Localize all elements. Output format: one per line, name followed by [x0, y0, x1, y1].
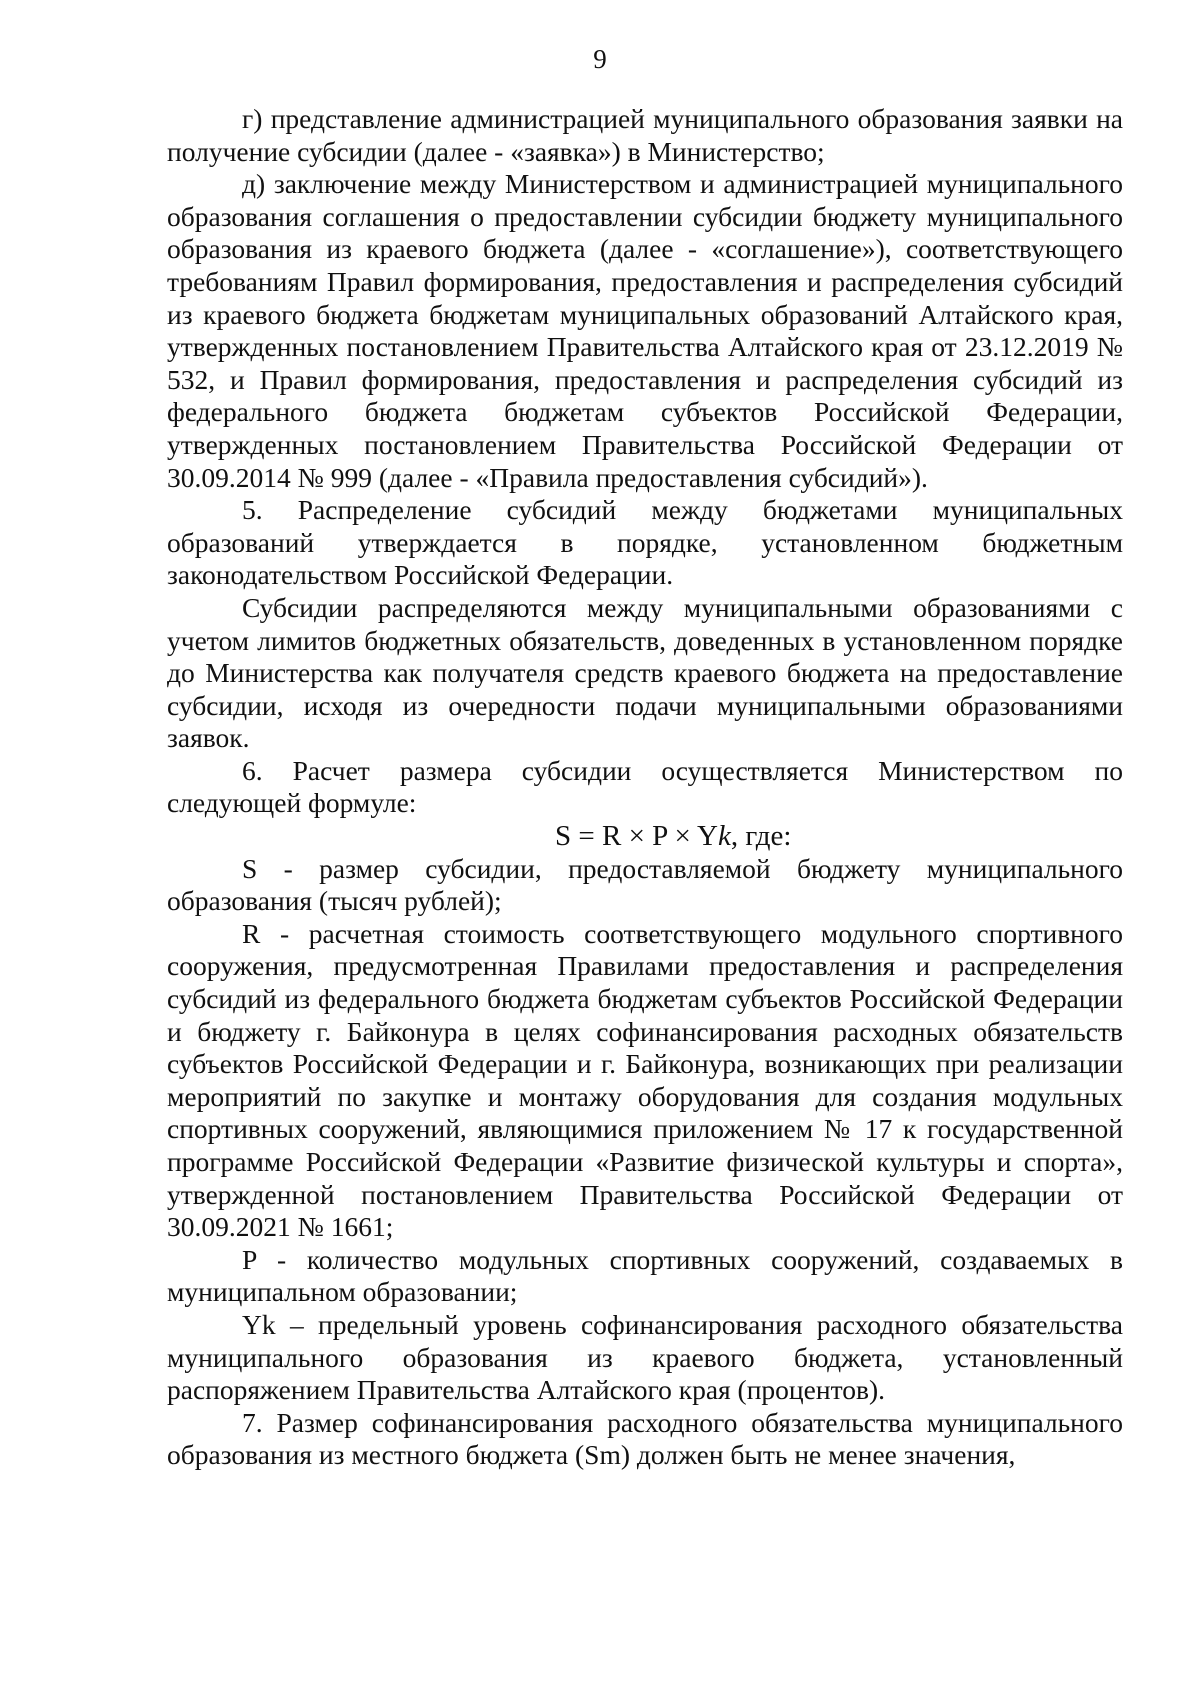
formula-subscript: k — [717, 820, 731, 853]
paragraph-item-g: г) представление администрацией муниципального образования заявки на получение субсидии (далее - «заявка») в Министерство; — [167, 103, 1123, 167]
definition-p: P - количество модульных спортивных сооружений, создаваемых в муниципальном образовании; — [167, 1243, 1123, 1308]
paragraph-item-d: д) заключение между Министерством и администрацией муниципального образования соглашения о предоставлении субсидии бюджету муниципального образования из краевого бюджета (далее - «соглашение»), соответствующего требованиям Правил формирования, предоставления и распределения субсидий из краевого бюджета бюджетам муниципальных образований Алтайского края, утвержденных постановлением Правительства Алтайского края от 23.12.2019 № 532, и Правил формирования, предоставления и распределения субсидий из федерального бюджета бюджетам субъектов Российской Федерации, утвержденных постановлением Правительства Российской Федерации от 30.09.2014 № 999 (далее - «Правила предоставления субсидий»). — [167, 168, 1123, 493]
paragraph-clause-7: 7. Размер софинансирования расходного обязательства муниципального образования из местного бюджета (Sm) должен быть не менее значения, — [167, 1406, 1123, 1471]
page-number: 9 — [593, 44, 607, 74]
paragraph-clause-6: 6. Расчет размера субсидии осуществляется Министерством по следующей формуле: — [167, 754, 1123, 819]
formula-main: S = R × P × Y — [555, 820, 718, 853]
definition-r: R - расчетная стоимость соответствующего модульного спортивного сооружения, предусмотренная Правилами предоставления и распределения субсидий из федерального бюджета бюджетам субъектов Российской Федерации и бюджету г. Байконура в целях софинансирования расходных обязательств субъектов Российской Федерации и г. Байконура, возникающих при реализации мероприятий по закупке и монтажу оборудования для создания модульных спортивных сооружений, являющимися приложением № 17 к государственной программе Российской Федерации «Развитие физической культуры и спорта», утвержденной постановлением Правительства Российской Федерации от 30.09.2021 № 1661; — [167, 917, 1123, 1243]
subsidy-formula — [167, 820, 1123, 853]
paragraph-subsidy-distribution: Субсидии распределяются между муниципальными образованиями с учетом лимитов бюджетных обязательств, доведенных в установленном порядке до Министерства как получателя средств краевого бюджета на предоставление субсидии, исходя из очередности подачи муниципальными образованиями заявок. — [167, 591, 1123, 754]
definition-s: S - размер субсидии, предоставляемой бюджету муниципального образования (тысяч рублей); — [167, 852, 1123, 917]
paragraph-clause-5: 5. Распределение субсидий между бюджетами муниципальных образований утверждается в порядке, установленном бюджетным законодательством Российской Федерации. — [167, 494, 1123, 591]
definition-yk: Yk – предельный уровень софинансирования расходного обязательства муниципального образования из краевого бюджета, установленный распоряжением Правительства Алтайского края (процентов). — [167, 1308, 1123, 1406]
document-body — [167, 103, 1123, 1472]
formula-suffix: , где: — [730, 820, 792, 853]
